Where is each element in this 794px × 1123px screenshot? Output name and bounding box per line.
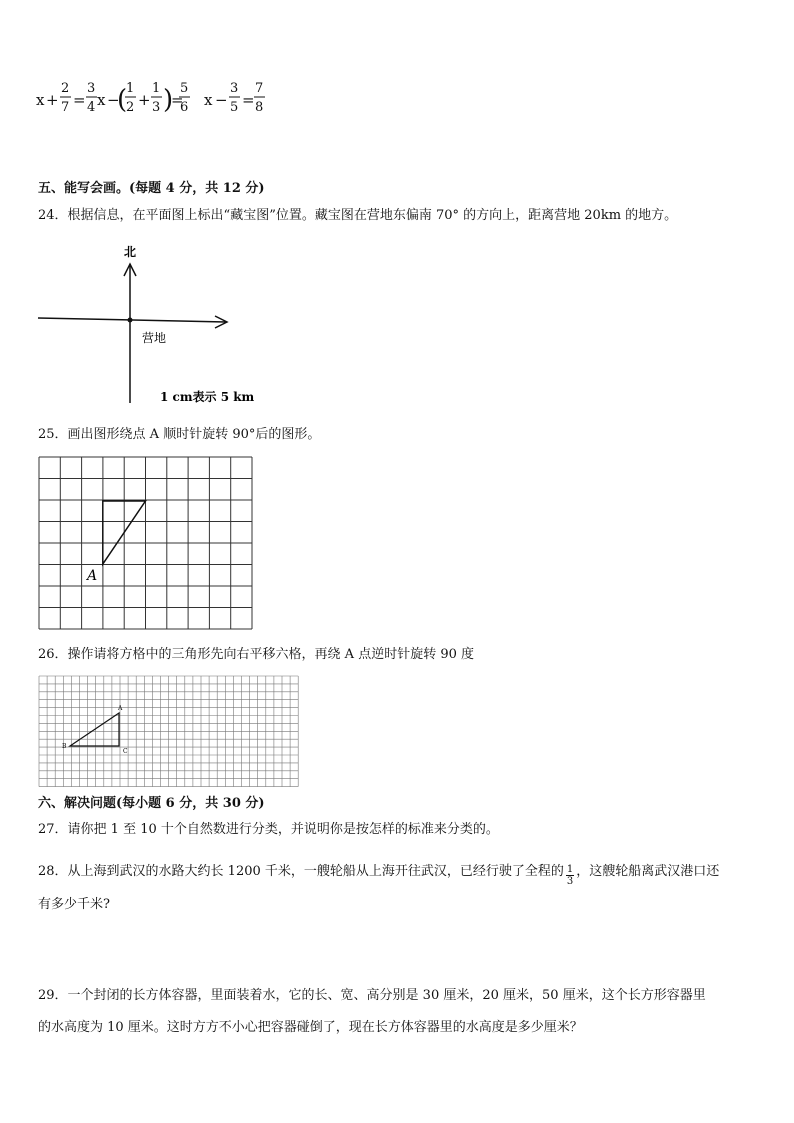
camp-point: [128, 318, 133, 323]
q28-frac-num: 1: [566, 864, 574, 875]
eq2-frac3-num: 5: [180, 81, 189, 96]
eq2-rparen: ): [163, 85, 174, 115]
equation-row: [30, 74, 290, 124]
question-28-line2: 有多少千米?: [38, 897, 110, 912]
q25-grid-lines: [39, 457, 252, 629]
q25-grid-figure: [38, 456, 256, 632]
eq2-frac2-num: 1: [152, 81, 161, 96]
eq2-lparen: (: [117, 85, 128, 115]
eq1-frac1-den: 7: [61, 100, 70, 115]
q28-fraction: [566, 864, 574, 887]
eq3-equals: =: [242, 91, 255, 109]
eq3-frac2-den: 8: [255, 100, 264, 115]
eq1-frac2-den: 4: [87, 100, 96, 115]
camp-label: 营地: [142, 331, 167, 345]
question-25-text: 25．画出图形绕点 A 顺时针旋转 90°后的图形。: [38, 427, 321, 442]
question-29-line1: 29．一个封闭的长方体容器，里面装着水，它的长、宽、高分别是 30 厘米，20 厘米，50 厘米，这个长方形容器里: [38, 988, 706, 1003]
eq1-x: x: [36, 91, 45, 109]
north-label: 北: [124, 245, 137, 259]
eq2-equals: =: [171, 91, 184, 109]
eq2-frac1-den: 2: [126, 100, 135, 115]
q26-grid-figure: [38, 675, 302, 788]
eq3-x: x: [204, 91, 213, 109]
eq3-frac1-den: 5: [230, 100, 239, 115]
question-28-line1: [38, 860, 720, 887]
eq2-minus: −: [107, 91, 120, 109]
eq1-plus: +: [46, 91, 59, 109]
point-a-label: A: [87, 568, 98, 584]
question-27-text: 27．请你把 1 至 10 十个自然数进行分类，并说明你是按怎样的标准来分类的。: [38, 822, 499, 837]
eq2-plus: +: [138, 91, 151, 109]
q24-compass-figure: [30, 240, 260, 410]
q28-frac-den: 3: [566, 876, 574, 887]
eq3-frac2-num: 7: [255, 81, 264, 96]
section-heading-drawing: 五、能写会画。(每题 4 分，共 12 分): [38, 181, 265, 196]
q28-text-a: 28．从上海到武汉的水路大约长 1200 千米，一艘轮船从上海开往武汉，已经行驶了全程的: [38, 863, 564, 879]
eq3-frac1-num: 3: [230, 81, 239, 96]
q26-label-c: C: [123, 748, 128, 755]
question-29-line2: 的水高度为 10 厘米。这时方方不小心把容器碰倒了，现在长方体容器里的水高度是多少厘米？: [38, 1020, 583, 1035]
q28-text-b: ，这艘轮船离武汉港口还: [576, 863, 720, 879]
section-heading-problems: 六、解决问题(每小题 6 分，共 30 分): [38, 796, 265, 811]
eq2-frac1-num: 1: [126, 81, 135, 96]
q26-grid-lines: [39, 676, 298, 787]
eq1-frac1-num: 2: [61, 81, 70, 96]
eq2-frac3-den: 6: [180, 100, 189, 115]
eq2-frac2-den: 3: [152, 100, 161, 115]
question-24-text: 24．根据信息，在平面图上标出“藏宝图”位置。藏宝图在营地东偏南 70° 的方向上，距离营地 20km 的地方。: [38, 208, 678, 223]
eq1-equals: =: [73, 91, 86, 109]
q26-label-b: B: [62, 743, 67, 750]
eq3-minus: −: [215, 91, 228, 109]
eq2-x: x: [97, 91, 106, 109]
question-26-text: 26．操作请将方格中的三角形先向右平移六格，再绕 A 点逆时针旋转 90 度: [38, 647, 475, 662]
scale-label: 1 cm表示 5 km: [160, 390, 255, 404]
eq1-frac2-num: 3: [87, 81, 96, 96]
q26-label-a: A: [118, 705, 123, 712]
